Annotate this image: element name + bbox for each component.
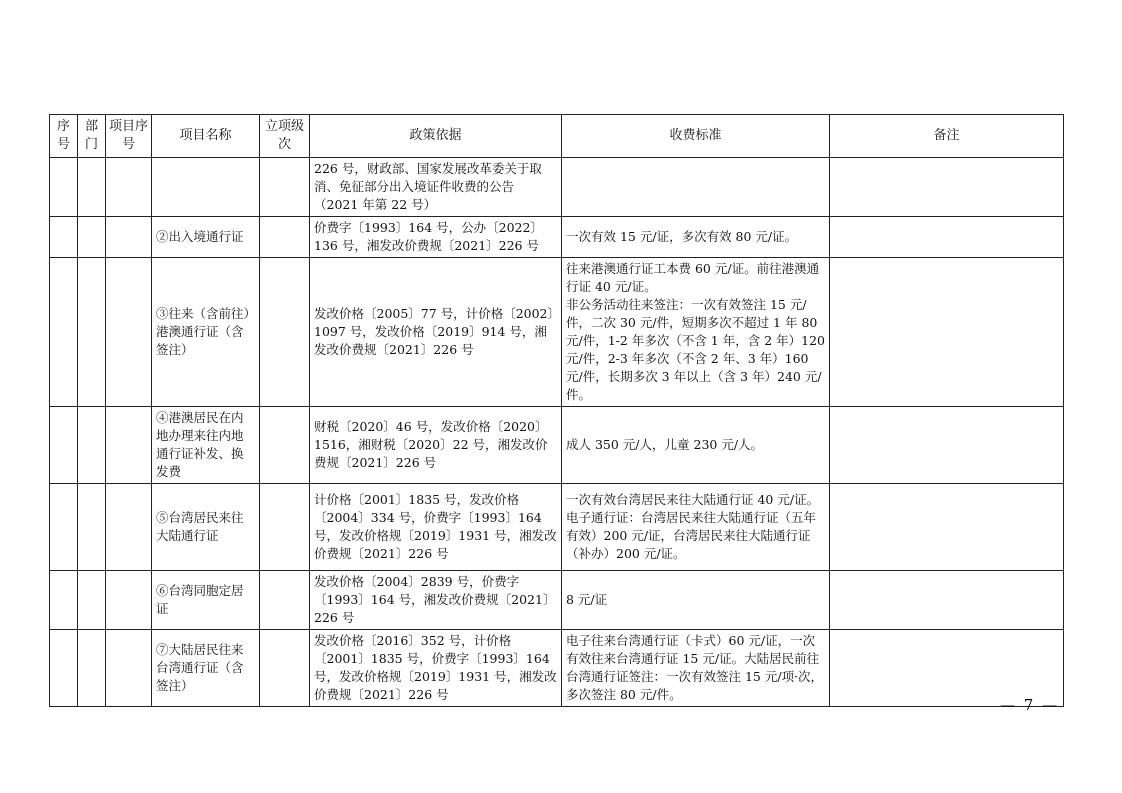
remark-cell — [830, 630, 1064, 707]
header-remark: 备注 — [830, 115, 1064, 158]
fee-cell — [562, 158, 830, 217]
header-level: 立项级次 — [260, 115, 310, 158]
header-seq: 序号 — [50, 115, 78, 158]
policy-cell: 价费字〔1993〕164 号，公办〔2022〕136 号，湘发改价费规〔2021〕226 号 — [310, 217, 562, 258]
item-name-cell: ④港澳居民在内地办理来往内地通行证补发、换发费 — [152, 407, 260, 484]
page-number: — 7 — — [1000, 696, 1060, 714]
table-row — [50, 258, 1064, 407]
fee-cell: 电子往来台湾通行证（卡式）60 元/证，一次有效往来台湾通行证 15 元/证。大陆居民前往台湾通行证签注：一次有效签注 15 元/项·次，多次签注 80 元/件。 — [562, 630, 830, 707]
remark-cell — [830, 571, 1064, 630]
remark-cell — [830, 407, 1064, 484]
remark-cell — [830, 217, 1064, 258]
header-item-name: 项目名称 — [152, 115, 260, 158]
policy-cell: 226 号，财政部、国家发展改革委关于取消、免征部分出入境证件收费的公告（2021 年第 22 号） — [310, 158, 562, 217]
fee-cell: 8 元/证 — [562, 571, 830, 630]
policy-cell: 发改价格〔2005〕77 号，计价格〔2002〕1097 号，发改价格〔2019〕914 号，湘发改价费规〔2021〕226 号 — [310, 258, 562, 407]
header-dept: 部门 — [78, 115, 106, 158]
table-row — [50, 571, 1064, 630]
remark-cell — [830, 158, 1064, 217]
policy-cell: 发改价格〔2016〕352 号，计价格〔2001〕1835 号，价费字〔1993〕164 号，发改价格规〔2019〕1931 号，湘发改价费规〔2021〕226 号 — [310, 630, 562, 707]
fee-cell: 一次有效 15 元/证，多次有效 80 元/证。 — [562, 217, 830, 258]
table-row — [50, 630, 1064, 707]
remark-cell — [830, 484, 1064, 571]
table-row — [50, 158, 1064, 217]
remark-cell — [830, 258, 1064, 407]
policy-cell: 财税〔2020〕46 号，发改价格〔2020〕1516，湘财税〔2020〕22 号，湘发改价费规〔2021〕226 号 — [310, 407, 562, 484]
item-name-cell — [152, 158, 260, 217]
table-row — [50, 484, 1064, 571]
fee-table — [49, 114, 1064, 707]
table-row — [50, 407, 1064, 484]
item-name-cell: ②出入境通行证 — [152, 217, 260, 258]
header-policy: 政策依据 — [310, 115, 562, 158]
item-name-cell: ⑤台湾居民来往大陆通行证 — [152, 484, 260, 571]
table-row — [50, 217, 1064, 258]
item-name-cell: ③往来（含前往）港澳通行证（含签注） — [152, 258, 260, 407]
fee-cell: 成人 350 元/人，儿童 230 元/人。 — [562, 407, 830, 484]
fee-cell: 一次有效台湾居民来往大陆通行证 40 元/证。 电子通行证：台湾居民来往大陆通行证（五年有效）200 元/证，台湾居民来往大陆通行证（补办）200 元/证。 — [562, 484, 830, 571]
item-name-cell: ⑦大陆居民往来台湾通行证（含签注） — [152, 630, 260, 707]
policy-cell: 计价格〔2001〕1835 号，发改价格〔2004〕334 号，价费字〔1993〕164 号，发改价格规〔2019〕1931 号，湘发改价费规〔2021〕226 号 — [310, 484, 562, 571]
policy-cell: 发改价格〔2004〕2839 号，价费字〔1993〕164 号，湘发改价费规〔2021〕226 号 — [310, 571, 562, 630]
fee-cell: 往来港澳通行证工本费 60 元/证。前往港澳通行证 40 元/证。 非公务活动往来签注：一次有效签注 15 元/件，二次 30 元/件，短期多次不超过 1 年 80 元/件，1-2 年多次（不含 1 年，含 2 年）120 元/件，2-3 年多次（不含 2 年、3 年）160 元/件，长期多次 3 年以上（含 3 年）240 元/件。 — [562, 258, 830, 407]
header-fee: 收费标准 — [562, 115, 830, 158]
item-name-cell: ⑥台湾同胞定居证 — [152, 571, 260, 630]
header-item-seq: 项目序号 — [106, 115, 152, 158]
